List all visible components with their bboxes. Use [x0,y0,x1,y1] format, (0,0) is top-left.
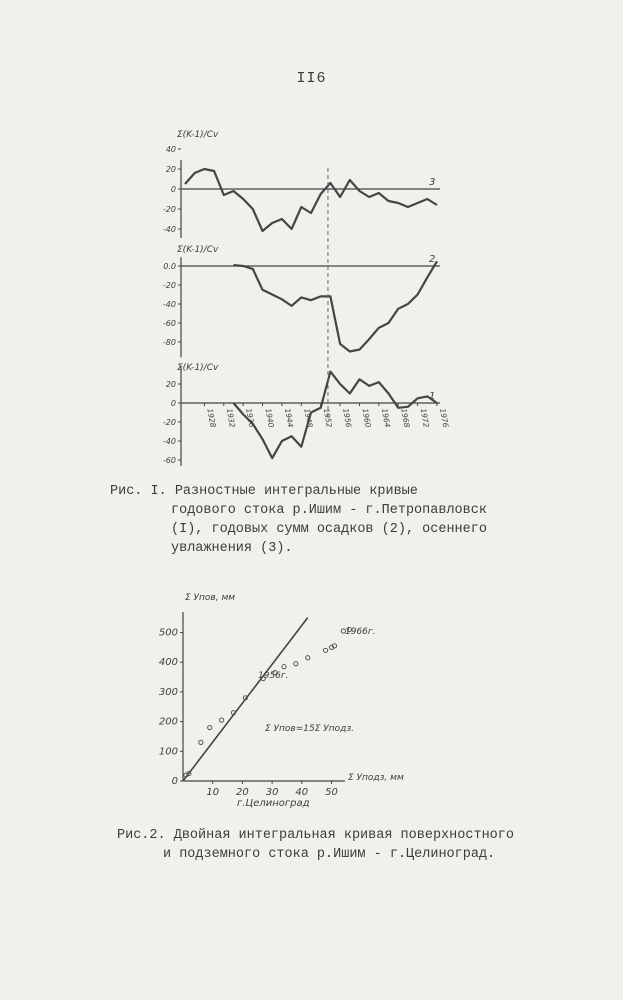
data-point [323,648,327,652]
panel-ylabel: Σ(K-1)/Cv [177,363,219,373]
y-tick-label: 40 [165,145,176,154]
y-tick-label: 20 [165,380,176,389]
x-tick-label: 1944 [282,407,296,429]
figure-1-caption-label: Рис. I. [110,484,167,499]
x-tick-label: 40 [295,787,309,798]
figure-1-caption-line: годового стока р.Ишим - г.Петропавловск [171,503,487,518]
figure-1-caption [110,482,487,558]
fit-line [183,618,308,781]
figure-1-caption-line: Разностные интегральные кривые [174,484,418,499]
y-tick-label: 200 [158,716,178,728]
x-tick-label: 1948 [302,407,315,429]
annotation-1956: 1956г. [258,671,289,681]
data-point [208,725,212,729]
panel-ylabel: Σ(K-1)/Cv [177,130,219,140]
y-tick-label: -80 [162,338,176,347]
series-label: 1 [429,391,436,402]
y-tick-label: 0 [170,399,176,408]
x-tick-label: 1928 [205,407,218,429]
y-tick-label: 0 [170,185,176,194]
annotation-1966: 1966г. [345,627,376,637]
x-tick-label: 1956 [341,407,354,429]
x-tick-label: 1968 [399,407,412,429]
series-label: 3 [429,177,436,188]
y-tick-label: 400 [158,657,178,669]
x-tick-label: 50 [325,787,338,798]
y-tick-label: 100 [158,746,178,758]
y-tick-label: 500 [158,627,178,639]
y-tick-label: -20 [162,281,176,290]
x-tick-label: 10 [206,787,220,798]
data-point [306,656,310,660]
panel-ylabel: Σ(K-1)/Cv [177,245,219,255]
figure-1-caption-line: увлажнения (3). [171,541,293,556]
y-tick-label: -20 [162,418,176,427]
figure-2-caption [117,826,514,864]
y-axis-label: Σ Упов, мм [185,593,236,603]
y-tick-label: -20 [162,205,176,214]
equation-annotation: Σ Упов=15Σ Уподз. [265,724,355,734]
data-point [282,665,286,669]
x-tick-label: 1952 [321,407,334,429]
x-tick-label: 1932 [224,407,237,429]
data-point [220,718,224,722]
y-tick-label: -60 [162,456,176,465]
x-axis-label: Σ Уподз, мм [348,773,404,783]
x-tick-label: 1936 [244,407,257,429]
y-tick-label: -40 [162,225,176,234]
figure-2-caption-line: Двойная интегральная кривая поверхностного [173,828,514,843]
y-tick-label: -40 [162,300,176,309]
x-tick-label: 1972 [418,407,431,429]
x-tick-label: 1964 [379,407,393,429]
figure-1-caption-line: (I), годовых сумм осадков (2), осеннего [171,522,487,537]
x-tick-label: 20 [236,787,249,798]
data-point [199,740,203,744]
x-tick-label: 1976 [438,407,451,429]
x-tick-label: 1960 [360,407,373,429]
x-tick-label: 30 [265,787,279,798]
y-tick-label: 20 [165,165,176,174]
page-number: II6 [296,70,327,87]
y-tick-label: -60 [162,319,176,328]
figure-2-caption-line: и подземного стока р.Ишим - г.Целиноград. [163,847,496,862]
x-tick-label: 1940 [263,407,276,429]
y-tick-label: -40 [162,437,176,446]
station-label: г.Целиноград [237,798,310,809]
y-tick-label: 0.0 [163,262,176,271]
data-point [294,662,298,666]
y-tick-label: 0 [171,776,178,787]
figure-2-caption-label: Рис.2. [117,828,166,843]
series-label: 2 [429,254,436,265]
y-tick-label: 300 [158,686,178,698]
